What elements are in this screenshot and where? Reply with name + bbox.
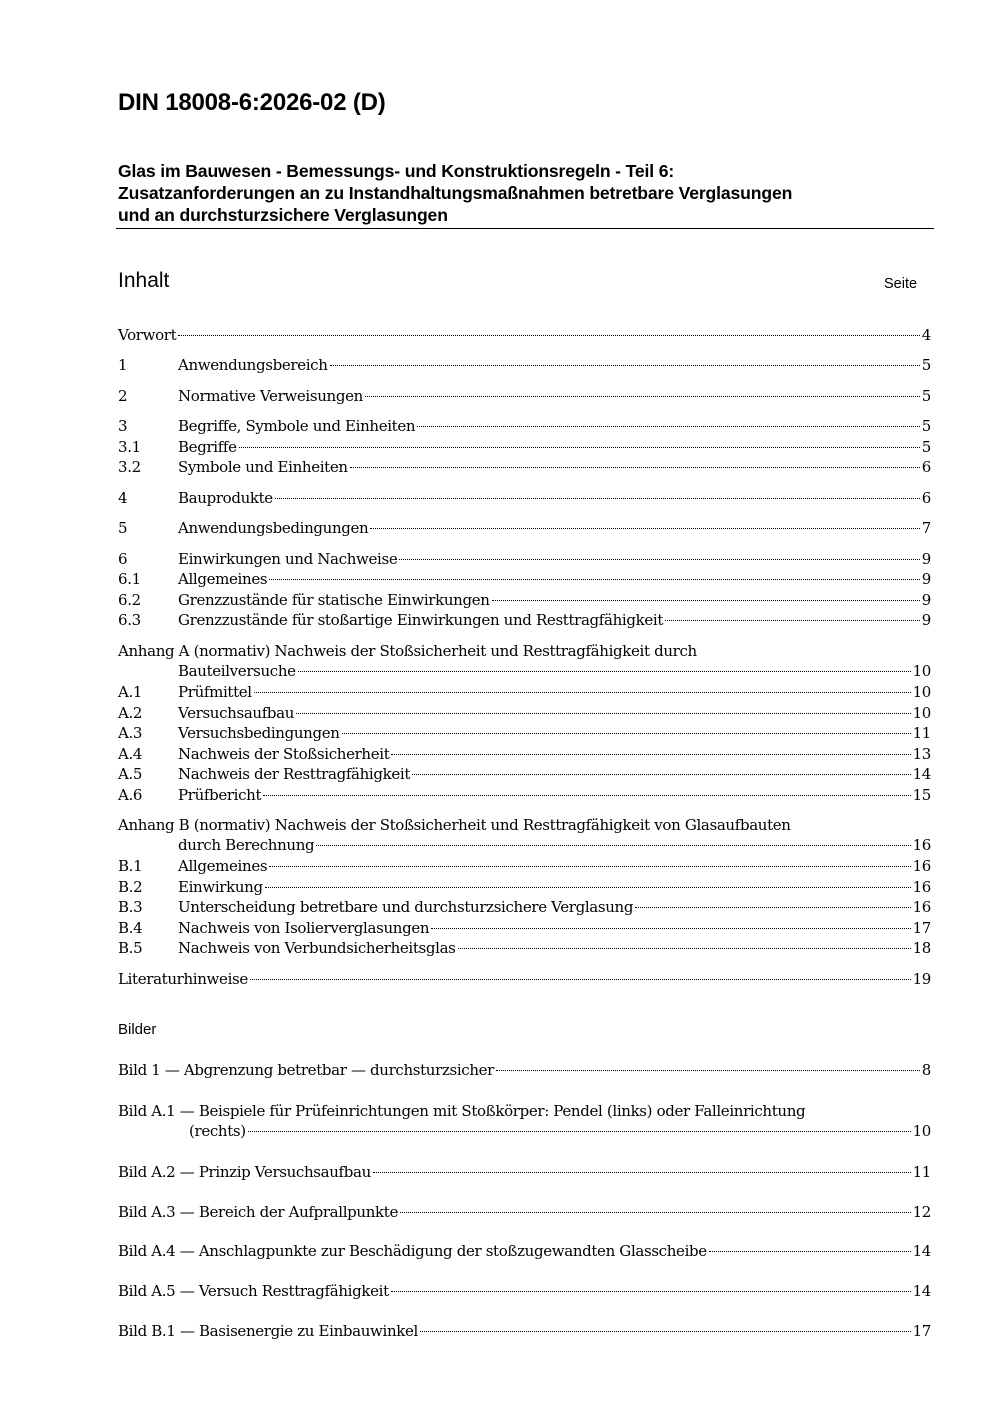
title-line: Glas im Bauwesen - Bemessungs- und Konstruktionsregeln - Teil 6: xyxy=(118,161,675,181)
document-id: DIN 18008-6:2026-02 (D) xyxy=(118,89,386,116)
entry-number: A.2 xyxy=(118,704,143,722)
entry-number: 5 xyxy=(118,519,128,537)
toc-annex-entry[interactable] xyxy=(118,815,931,855)
entry-number: 1 xyxy=(118,356,128,374)
entry-page-number: 5 xyxy=(921,356,931,374)
dot-leader xyxy=(391,1291,911,1292)
entry-title: Allgemeines xyxy=(178,857,268,875)
entry-page-number: 10 xyxy=(912,683,931,701)
entry-number: B.2 xyxy=(118,878,143,896)
entry-page-number: 11 xyxy=(912,1163,931,1181)
dot-leader xyxy=(265,887,911,888)
entry-number: 3.1 xyxy=(118,438,141,456)
entry-number: A.6 xyxy=(118,786,143,804)
dot-leader xyxy=(709,1251,911,1252)
figure-entry[interactable] xyxy=(118,1281,931,1301)
entry-number: A.3 xyxy=(118,724,143,742)
entry-title: Bild B.1 — Basisenergie zu Einbauwinkel xyxy=(118,1322,419,1340)
dot-leader xyxy=(373,1172,911,1173)
entry-page-number: 16 xyxy=(912,878,931,896)
dot-leader xyxy=(250,979,911,980)
entry-page-number: 6 xyxy=(921,458,931,476)
entry-page-number: 10 xyxy=(912,704,931,722)
entry-title: Bild A.4 — Anschlagpunkte zur Beschädigung der stoßzugewandten Glasscheibe xyxy=(118,1242,707,1260)
dot-leader xyxy=(458,948,911,949)
entry-title: Bild A.3 — Bereich der Aufprallpunkte xyxy=(118,1203,398,1221)
entry-title: Prüfmittel xyxy=(178,683,252,701)
dot-leader xyxy=(316,845,910,846)
entry-number: A.4 xyxy=(118,745,143,763)
entry-page-number: 9 xyxy=(921,611,931,629)
toc-entry[interactable] xyxy=(118,488,931,508)
entry-number: 6.1 xyxy=(118,570,141,588)
entry-page-number: 8 xyxy=(921,1061,931,1079)
toc-entry[interactable] xyxy=(118,764,931,784)
toc-entry[interactable] xyxy=(118,918,931,938)
dot-leader xyxy=(298,671,911,672)
entry-page-number: 4 xyxy=(921,326,931,344)
entry-title-first-line: Anhang B (normativ) Nachweis der Stoßsicherheit und Resttragfähigkeit von Glasaufbauten xyxy=(118,816,791,834)
entry-page-number: 13 xyxy=(912,745,931,763)
toc-heading: Inhalt xyxy=(118,269,170,292)
entry-number: 3.2 xyxy=(118,458,141,476)
entry-title: Unterscheidung betretbare und durchsturzsichere Verglasung xyxy=(178,898,634,916)
entry-page-number: 6 xyxy=(921,489,931,507)
page-column-label: Seite xyxy=(884,276,918,292)
entry-title: Anwendungsbereich xyxy=(178,356,328,374)
dot-leader xyxy=(417,426,920,427)
dot-leader xyxy=(400,1212,911,1213)
entry-page-number: 15 xyxy=(912,786,931,804)
dot-leader xyxy=(492,600,920,601)
entry-page-number: 14 xyxy=(912,1242,931,1260)
figure-entry[interactable] xyxy=(118,1321,931,1341)
entry-page-number: 14 xyxy=(912,765,931,783)
entry-page-number: 17 xyxy=(912,1322,931,1340)
figure-entry[interactable] xyxy=(118,1101,931,1141)
entry-title: Bauprodukte xyxy=(178,489,273,507)
dot-leader xyxy=(412,774,911,775)
dot-leader xyxy=(420,1331,911,1332)
entry-page-number: 16 xyxy=(912,857,931,875)
toc-annex-entry[interactable] xyxy=(118,641,931,681)
toc-entry[interactable] xyxy=(118,518,931,538)
dot-leader xyxy=(275,498,920,499)
entry-number: B.1 xyxy=(118,857,143,875)
figure-entry[interactable] xyxy=(118,1202,931,1222)
dot-leader xyxy=(399,559,919,560)
toc-entry[interactable] xyxy=(118,938,931,958)
entry-title: Versuchsbedingungen xyxy=(178,724,340,742)
entry-page-number: 11 xyxy=(912,724,931,742)
entry-page-number: 5 xyxy=(921,438,931,456)
dot-leader xyxy=(263,795,910,796)
entry-number: 6.3 xyxy=(118,611,141,629)
entry-page-number: 10 xyxy=(912,1122,931,1140)
entry-page-number: 5 xyxy=(921,417,931,435)
entry-number: A.1 xyxy=(118,683,143,701)
dot-leader xyxy=(350,467,920,468)
toc-entry[interactable] xyxy=(118,569,931,589)
title-line: Zusatzanforderungen an zu Instandhaltungsmaßnahmen betretbare Verglasungen xyxy=(118,183,793,203)
toc-entry[interactable] xyxy=(118,610,931,630)
dot-leader xyxy=(665,620,920,621)
entry-title: Grenzzustände für statische Einwirkungen xyxy=(178,591,490,609)
dot-leader xyxy=(391,754,910,755)
toc-entry[interactable] xyxy=(118,703,931,723)
dot-leader xyxy=(248,1131,911,1132)
toc-entry[interactable] xyxy=(118,856,931,876)
entry-title: Bauteilversuche xyxy=(178,662,296,680)
entry-title: (rechts) xyxy=(189,1122,246,1140)
entry-title: Nachweis von Isolierverglasungen xyxy=(178,919,430,937)
toc-entry[interactable] xyxy=(118,744,931,764)
entry-title: Nachweis der Resttragfähigkeit xyxy=(178,765,411,783)
entry-page-number: 9 xyxy=(921,591,931,609)
toc-entry[interactable] xyxy=(118,682,931,702)
dot-leader xyxy=(269,866,910,867)
dot-leader xyxy=(431,928,910,929)
toc-entry[interactable] xyxy=(118,386,931,406)
entry-number: 4 xyxy=(118,489,128,507)
dot-leader xyxy=(635,907,911,908)
toc-entry[interactable] xyxy=(118,590,931,610)
entry-title: Nachweis von Verbundsicherheitsglas xyxy=(178,939,456,957)
toc-entry[interactable] xyxy=(118,897,931,917)
document-title xyxy=(118,160,933,226)
dot-leader xyxy=(365,396,920,397)
entry-title-first-line: Bild A.1 — Beispiele für Prüfeinrichtungen mit Stoßkörper: Pendel (links) oder Falleinrichtung xyxy=(118,1102,806,1120)
toc-entry[interactable] xyxy=(118,723,931,743)
entry-page-number: 12 xyxy=(912,1203,931,1221)
entry-number: B.4 xyxy=(118,919,143,937)
figure-entry[interactable] xyxy=(118,1162,931,1182)
title-line: und an durchsturzsichere Verglasungen xyxy=(118,205,448,225)
dot-leader xyxy=(342,733,911,734)
entry-number: B.5 xyxy=(118,939,143,957)
entry-page-number: 9 xyxy=(921,550,931,568)
entry-number: A.5 xyxy=(118,765,143,783)
entry-page-number: 16 xyxy=(912,898,931,916)
dot-leader xyxy=(269,579,920,580)
toc-entry[interactable] xyxy=(118,325,931,345)
toc-entry[interactable] xyxy=(118,877,931,897)
entry-page-number: 9 xyxy=(921,570,931,588)
dot-leader xyxy=(296,713,911,714)
figure-entry[interactable] xyxy=(118,1241,931,1261)
entry-title: Prüfbericht xyxy=(178,786,262,804)
title-divider xyxy=(116,228,934,229)
entry-title: Bild A.2 — Prinzip Versuchsaufbau xyxy=(118,1163,371,1181)
entry-title: Anwendungsbedingungen xyxy=(178,519,369,537)
entry-number: 6 xyxy=(118,550,128,568)
entry-title: Grenzzustände für stoßartige Einwirkungen und Resttragfähigkeit xyxy=(178,611,664,629)
dot-leader xyxy=(370,528,919,529)
figures-heading: Bilder xyxy=(118,1021,157,1038)
toc-entry[interactable] xyxy=(118,785,931,805)
dot-leader xyxy=(254,692,911,693)
entry-page-number: 10 xyxy=(912,662,931,680)
entry-title: durch Berechnung xyxy=(178,836,315,854)
entry-page-number: 7 xyxy=(921,519,931,537)
entry-title: Literaturhinweise xyxy=(118,970,248,988)
entry-number: B.3 xyxy=(118,898,143,916)
entry-page-number: 5 xyxy=(921,387,931,405)
entry-page-number: 18 xyxy=(912,939,931,957)
entry-title: Versuchsaufbau xyxy=(178,704,295,722)
dot-leader xyxy=(496,1070,920,1071)
dot-leader xyxy=(239,447,920,448)
entry-title: Einwirkung xyxy=(178,878,263,896)
entry-page-number: 14 xyxy=(912,1282,931,1300)
entry-title: Begriffe, Symbole und Einheiten xyxy=(178,417,416,435)
entry-page-number: 19 xyxy=(912,970,931,988)
entry-title: Bild 1 — Abgrenzung betretbar — durchsturzsicher xyxy=(118,1061,494,1079)
entry-number: 3 xyxy=(118,417,128,435)
dot-leader xyxy=(330,365,920,366)
toc-entry[interactable] xyxy=(118,416,931,436)
entry-title: Einwirkungen und Nachweise xyxy=(178,550,398,568)
figure-entry[interactable] xyxy=(118,1060,931,1080)
entry-title: Normative Verweisungen xyxy=(178,387,363,405)
entry-number: 2 xyxy=(118,387,128,405)
toc-entry[interactable] xyxy=(118,437,931,457)
toc-entry[interactable] xyxy=(118,969,931,989)
entry-number: 6.2 xyxy=(118,591,141,609)
entry-page-number: 16 xyxy=(912,836,931,854)
entry-page-number: 17 xyxy=(912,919,931,937)
entry-title-first-line: Anhang A (normativ) Nachweis der Stoßsicherheit und Resttragfähigkeit durch xyxy=(118,642,697,660)
entry-title: Vorwort xyxy=(118,326,177,344)
entry-title: Bild A.5 — Versuch Resttragfähigkeit xyxy=(118,1282,389,1300)
entry-title: Symbole und Einheiten xyxy=(178,458,348,476)
toc-entry[interactable] xyxy=(118,549,931,569)
dot-leader xyxy=(178,335,920,336)
entry-title: Begriffe xyxy=(178,438,237,456)
toc-entry[interactable] xyxy=(118,457,931,477)
toc-entry[interactable] xyxy=(118,355,931,375)
entry-title: Allgemeines xyxy=(178,570,268,588)
entry-title: Nachweis der Stoßsicherheit xyxy=(178,745,390,763)
